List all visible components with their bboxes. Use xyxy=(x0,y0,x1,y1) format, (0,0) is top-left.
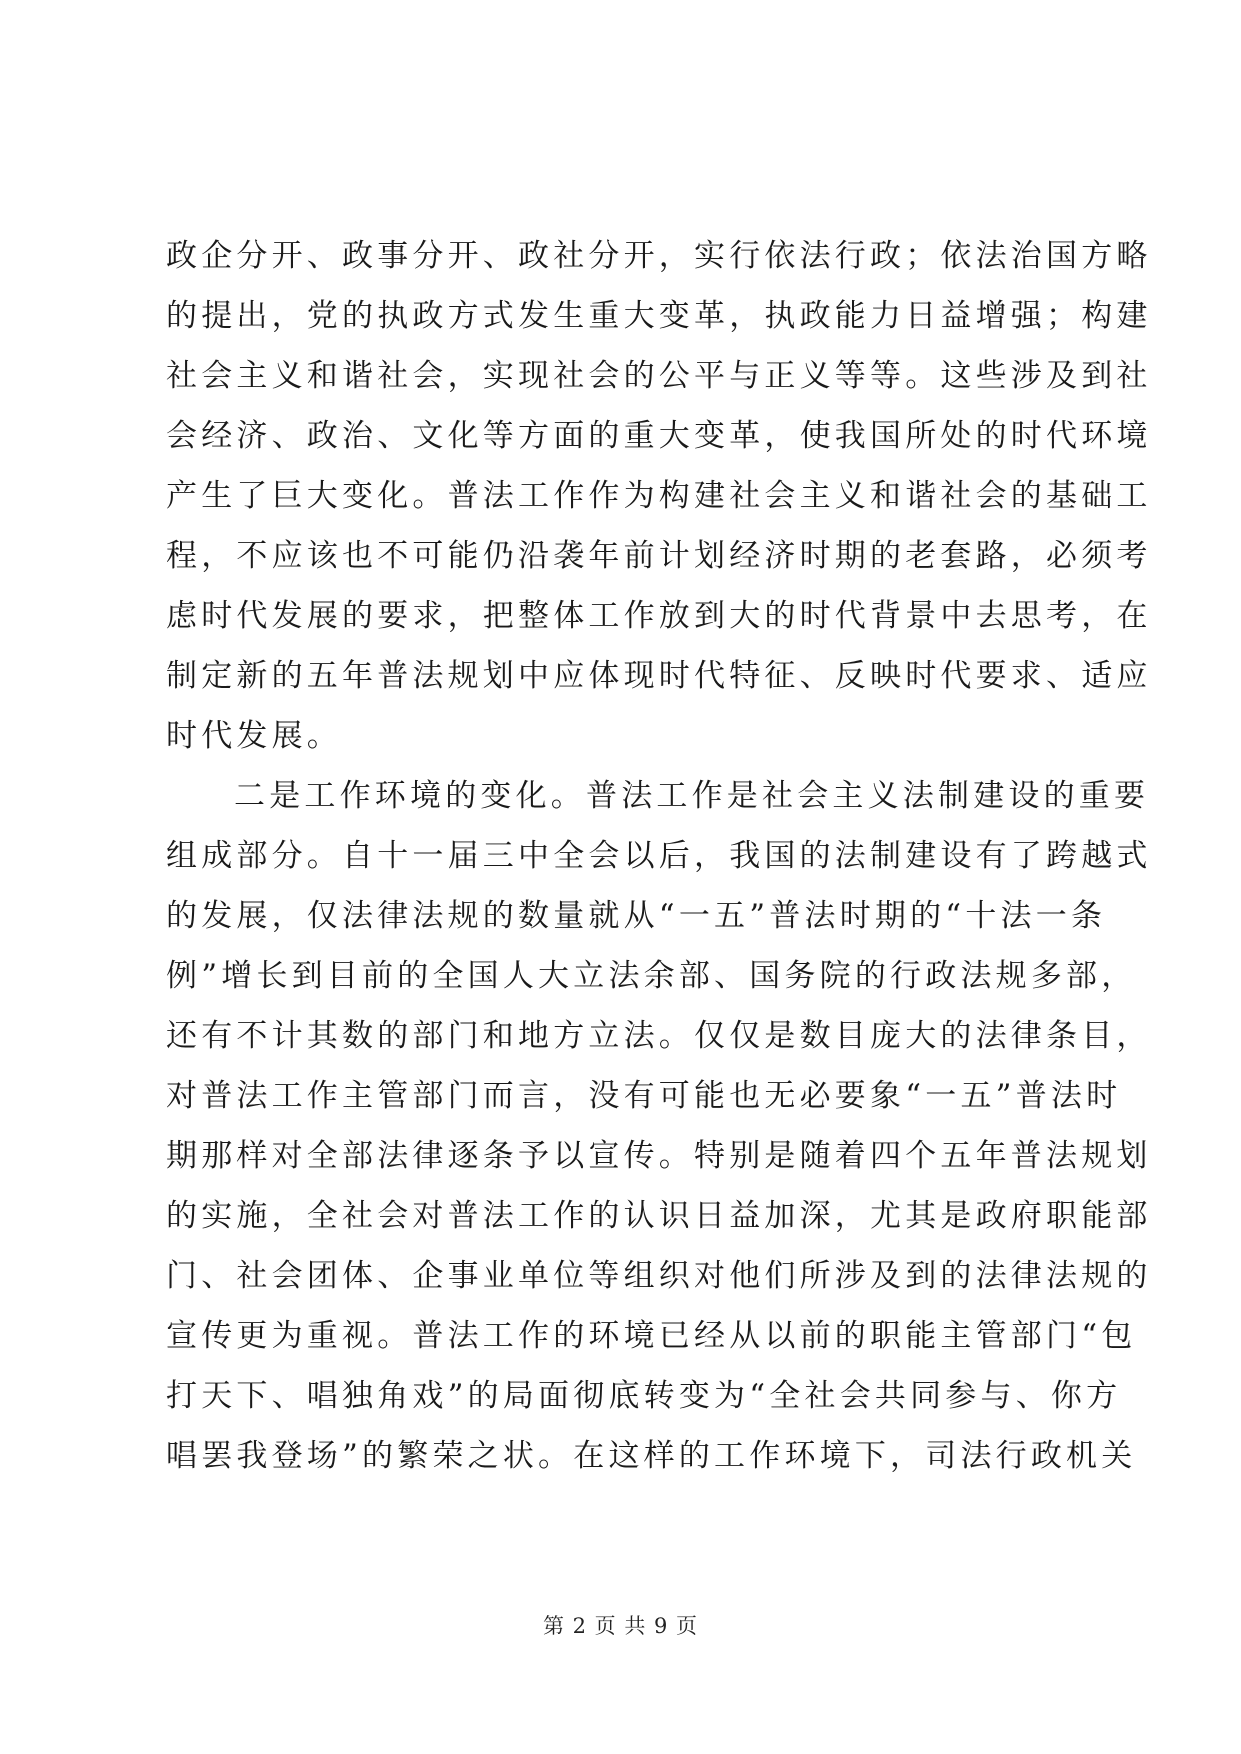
text-line: 的实施，全社会对普法工作的认识日益加深，尤其是政府职能部 xyxy=(166,1198,1152,1234)
text-line: 打天下、唱独角戏”的局面彻底转变为“全社会共同参与、你方 xyxy=(166,1378,1122,1414)
text-line: 对普法工作主管部门而言，没有可能也无必要象“一五”普法时 xyxy=(166,1078,1122,1114)
text-line: 例”增长到目前的全国人大立法余部、国务院的行政法规多部， xyxy=(166,958,1137,994)
text-line: 还有不计其数的部门和地方立法。仅仅是数目庞大的法律条目， xyxy=(166,1018,1152,1054)
text-line: 社会主义和谐社会，实现社会的公平与正义等等。这些涉及到社 xyxy=(166,358,1152,394)
page-footer xyxy=(0,1610,1241,1640)
page-number: 第 2 页 共 9 页 xyxy=(542,1614,699,1638)
text-line: 的发展，仅法律法规的数量就从“一五”普法时期的“十法一条 xyxy=(166,898,1107,934)
text-line: 期那样对全部法律逐条予以宣传。特别是随着四个五年普法规划 xyxy=(166,1138,1152,1174)
text-line: 门、社会团体、企事业单位等组织对他们所涉及到的法律法规的 xyxy=(166,1258,1152,1294)
paragraph-start-line: 二是工作环境的变化。普法工作是社会主义法制建设的重要 xyxy=(234,778,1150,814)
text-line: 组成部分。自十一届三中全会以后，我国的法制建设有了跨越式 xyxy=(166,838,1152,874)
text-line: 产生了巨大变化。普法工作作为构建社会主义和谐社会的基础工 xyxy=(166,478,1152,514)
text-line: 的提出，党的执政方式发生重大变革，执政能力日益增强；构建 xyxy=(166,298,1152,334)
text-line: 虑时代发展的要求，把整体工作放到大的时代背景中去思考，在 xyxy=(166,598,1152,634)
text-line: 时代发展。 xyxy=(166,718,342,754)
text-line: 政企分开、政事分开、政社分开，实行依法行政；依法治国方略 xyxy=(166,238,1152,274)
text-line: 宣传更为重视。普法工作的环境已经从以前的职能主管部门“包 xyxy=(166,1318,1137,1354)
text-line: 程，不应该也不可能仍沿袭年前计划经济时期的老套路，必须考 xyxy=(166,538,1152,574)
text-line: 唱罢我登场”的繁荣之状。在这样的工作环境下，司法行政机关 xyxy=(166,1438,1137,1474)
document-body xyxy=(166,226,1152,1486)
text-line: 制定新的五年普法规划中应体现时代特征、反映时代要求、适应 xyxy=(166,658,1152,694)
text-line: 会经济、政治、文化等方面的重大变革，使我国所处的时代环境 xyxy=(166,418,1152,454)
